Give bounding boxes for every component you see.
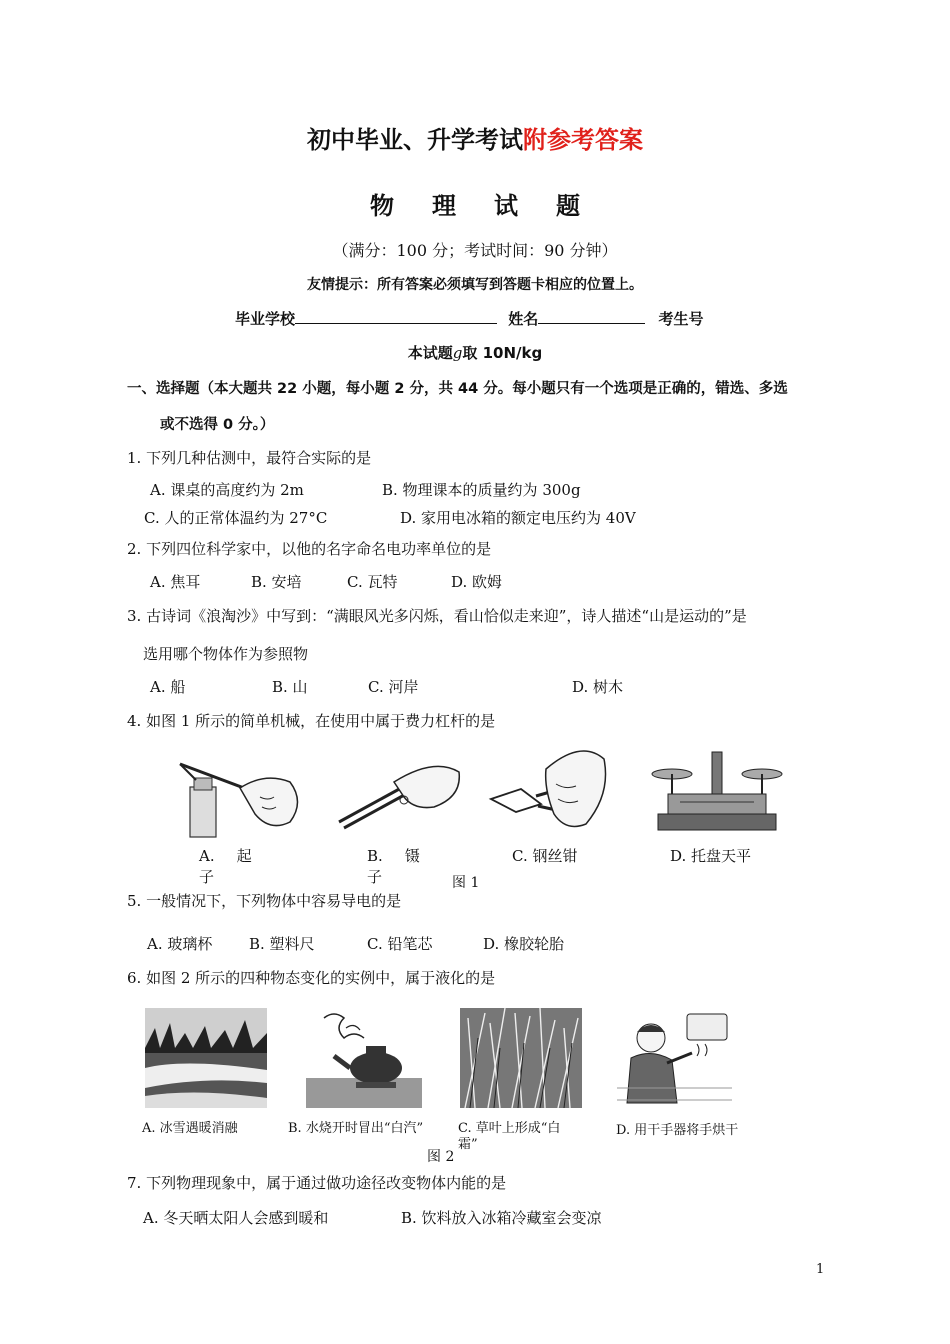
q4-option-c[interactable]: C. 钢丝钳 [512,847,578,865]
boiling-kettle-image [306,1008,422,1108]
friendly-tip: 友情提示：所有答案必须填写到答题卡相应的位置上。 [307,277,643,293]
q4-option-d[interactable]: D. 托盘天平 [670,847,752,865]
q7-option-b[interactable]: B. 饮料放入冰箱冷藏室会变凉 [401,1209,602,1227]
q6-option-c-cont: 霜” [458,1137,478,1152]
q4-option-b-letter: B. [367,847,383,865]
q2-option-a[interactable]: A. 焦耳 [150,573,201,591]
name-field[interactable] [538,309,645,324]
q5-option-b[interactable]: B. 塑料尺 [249,935,315,953]
q5-option-d[interactable]: D. 橡胶轮胎 [483,935,565,953]
melting-snow-image [145,1008,267,1108]
q4-option-b-text2: 子 [367,868,383,886]
tweezers-image [334,752,464,832]
id-label: 考生号 [658,310,704,328]
g-note [0,342,950,363]
exam-title-answer-note: 附参考答案 [523,126,643,154]
subject-title: 物理试题 [370,192,618,220]
g-note-suffix: 取 10N/kg [462,344,543,362]
g-note-prefix: 本试题 [407,344,453,362]
q5-option-c[interactable]: C. 铅笔芯 [367,935,433,953]
g-symbol: g [452,344,463,362]
page-number: 1 [816,1262,825,1277]
q4-stem: 4. 如图 1 所示的简单机械，在使用中属于费力杠杆的是 [127,712,496,730]
q1-stem: 1. 下列几种估测中，最符合实际的是 [127,449,372,467]
q3-option-a[interactable]: A. 船 [150,678,186,696]
pliers-image [486,744,611,836]
balance-scale-image [650,744,785,834]
q4-option-a-text1: 起 [236,847,252,865]
figure2-caption: 图 2 [427,1149,455,1165]
q3-option-b[interactable]: B. 山 [272,678,308,696]
q4-option-a-label[interactable] [199,845,252,866]
q6-option-d[interactable]: D. 用干手器将手烘干 [616,1123,739,1138]
q1-option-d[interactable]: D. 家用电冰箱的额定电压约为 40V [400,509,636,527]
q2-option-c[interactable]: C. 瓦特 [347,573,398,591]
q7-option-a[interactable]: A. 冬天晒太阳人会感到暖和 [143,1209,329,1227]
q4-option-b-text1: 镊 [404,847,420,865]
section1-line1: 一、选择题（本大题共 22 小题，每小题 2 分，共 44 分。每小题只有一个选项是正确的，错选、多选 [127,381,788,397]
exam-title [0,120,950,155]
figure1-caption: 图 1 [452,875,480,891]
bottle-opener-image [170,752,310,840]
q4-option-b-label[interactable] [367,845,420,866]
frost-grass-image [460,1008,582,1108]
q6-option-a[interactable]: A. 冰雪遇暖消融 [142,1121,238,1136]
q2-option-b[interactable]: B. 安培 [251,573,302,591]
q1-option-b[interactable]: B. 物理课本的质量约为 300g [382,481,581,499]
school-field[interactable] [295,309,497,324]
q3-stem-cont: 选用哪个物体作为参照物 [143,645,309,663]
q3-stem: 3. 古诗词《浪淘沙》中写到：“满眼风光多闪烁，看山恰似走来迎”，诗人描述“山是运动的”是 [127,607,747,625]
q2-option-d[interactable]: D. 欧姆 [451,573,503,591]
q6-option-c[interactable]: C. 草叶上形成“白 [458,1121,561,1136]
name-label: 姓名 [508,310,539,328]
exam-title-main: 初中毕业、升学考试 [307,126,523,154]
q7-stem: 7. 下列物理现象中，属于通过做功途径改变物体内能的是 [127,1174,507,1192]
hand-dryer-image [617,1008,732,1112]
q3-option-c[interactable]: C. 河岸 [368,678,419,696]
q6-option-b[interactable]: B. 水烧开时冒出“白汽” [288,1121,424,1136]
exam-meta: （满分：100 分；考试时间：90 分钟） [332,241,618,260]
q1-option-c[interactable]: C. 人的正常体温约为 27°C [144,509,328,527]
student-info-line [235,308,704,329]
q2-stem: 2. 下列四位科学家中，以他的名字命名电功率单位的是 [127,540,492,558]
q5-option-a[interactable]: A. 玻璃杯 [147,935,213,953]
q4-option-a-letter: A. [199,847,215,865]
q1-option-a[interactable]: A. 课桌的高度约为 2m [150,481,304,499]
q5-stem: 5. 一般情况下，下列物体中容易导电的是 [127,892,402,910]
q3-option-d[interactable]: D. 树木 [572,678,624,696]
q6-stem: 6. 如图 2 所示的四种物态变化的实例中，属于液化的是 [127,969,496,987]
section1-line2: 或不选得 0 分。） [160,417,275,433]
school-label: 毕业学校 [235,310,296,328]
q4-option-a-text2: 子 [199,868,215,886]
